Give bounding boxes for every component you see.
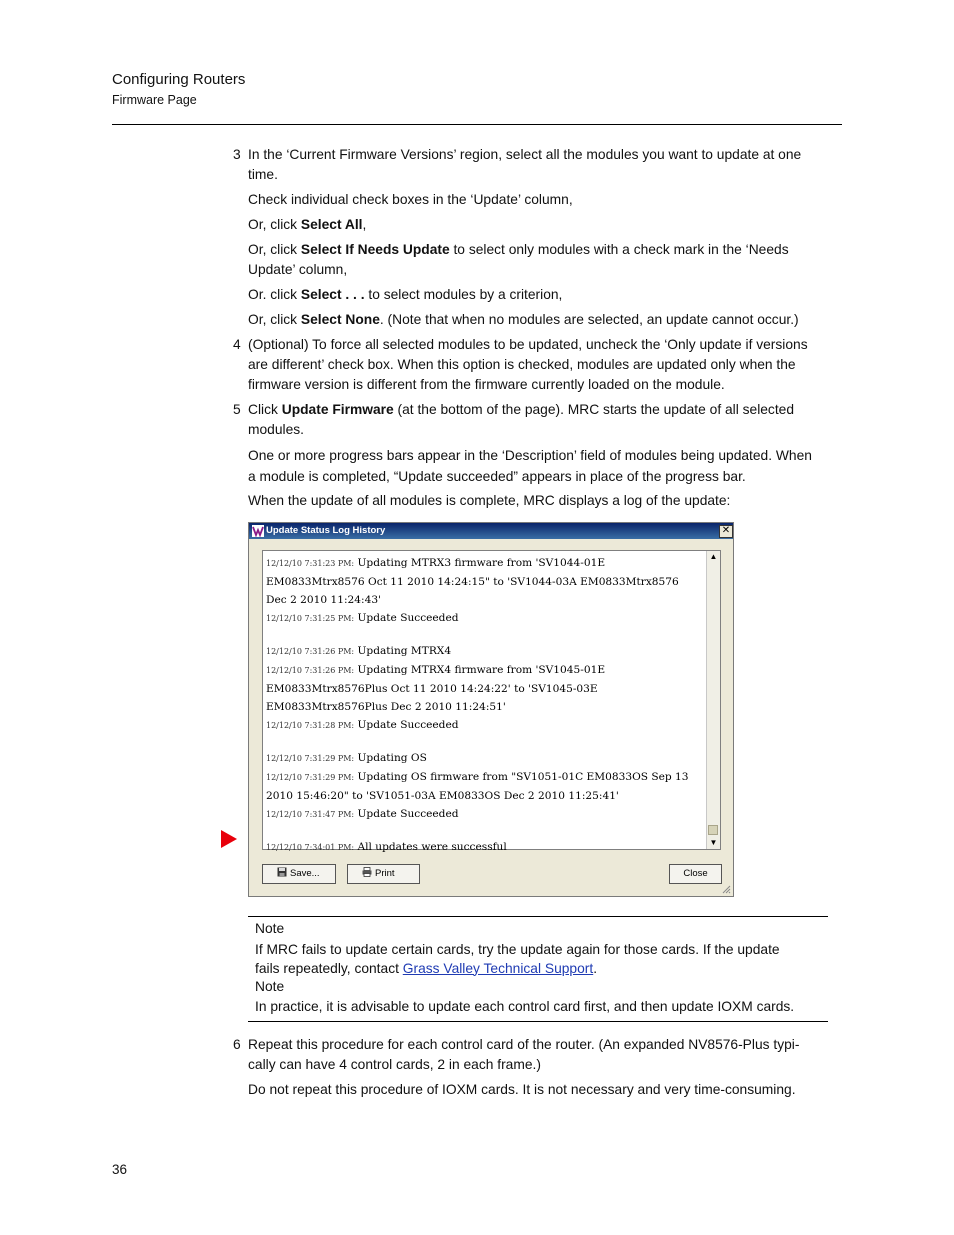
log-line — [266, 680, 706, 698]
save-button[interactable] — [262, 864, 336, 884]
log-message: Updating MTRX4 — [354, 645, 452, 657]
step-number: 5 — [233, 402, 241, 417]
log-message: Updating OS — [354, 752, 427, 764]
log-line — [266, 609, 706, 628]
step-3-text — [248, 145, 842, 185]
log-message: EM0833Mtrx8576Plus Dec 2 2010 11:24:51' — [266, 701, 506, 713]
save-button-label: Save... — [290, 868, 320, 879]
log-message: Update Succeeded — [354, 612, 459, 624]
step-6-detail: Do not repeat this procedure of IOXM cards. It is not necessary and very time-consuming. — [248, 1082, 796, 1097]
pointer-arrow-icon — [221, 830, 237, 848]
scrollbar-thumb[interactable] — [708, 825, 718, 835]
close-button[interactable]: Close — [669, 864, 722, 884]
log-message: Updating MTRX3 firmware from 'SV1044-01E — [354, 557, 606, 569]
log-timestamp: 12/12/10 7:31:28 PM: — [266, 721, 355, 730]
note-label: Note — [255, 979, 285, 994]
log-message: Update Succeeded — [354, 719, 459, 731]
app-logo-icon — [252, 525, 264, 537]
dialog-title: Update Status Log History — [266, 525, 386, 536]
print-button-label: Print — [375, 868, 395, 879]
log-line — [266, 805, 706, 824]
header-divider — [112, 124, 842, 125]
log-line — [266, 573, 706, 591]
step-3-option: Or, click Select None. (Note that when no modules are selected, an update cannot occur.) — [248, 312, 799, 327]
select-none-label: Select None — [300, 312, 380, 327]
page-number: 36 — [112, 1162, 128, 1177]
step-5-text: Click Update Firmware (at the bottom of the page). MRC starts the update of all selected modules. — [248, 402, 795, 437]
log-line — [266, 838, 706, 857]
close-icon[interactable]: ✕ — [719, 525, 733, 538]
update-status-log-dialog — [248, 522, 734, 897]
step-4-text: (Optional) To force all selected modules to be updated, uncheck the ‘Only update if versions are different’ check box. When this option is checked, modules are updated only when the firmware version is different from the firmware currently loaded on the module. — [248, 337, 808, 392]
scroll-up-icon[interactable]: ▲ — [709, 552, 718, 561]
log-message: Updating MTRX4 firmware from 'SV1045-01E — [354, 664, 606, 676]
print-button[interactable] — [347, 864, 420, 884]
log-timestamp: 12/12/10 7:31:25 PM: — [266, 614, 355, 623]
step-number: 4 — [233, 337, 241, 352]
text-line: In the ‘Current Firmware Versions’ region, select all the modules you want to update at one — [248, 147, 802, 162]
note-label: Note — [255, 921, 285, 936]
select-all-label: Select All — [300, 217, 363, 232]
step-5-detail: When the update of all modules is complete, MRC displays a log of the update: — [248, 493, 731, 508]
log-message: Dec 2 2010 11:24:43' — [266, 594, 381, 606]
note-divider — [248, 1021, 828, 1022]
resize-grip-icon[interactable] — [721, 884, 731, 894]
log-message: Update Succeeded — [354, 808, 459, 820]
log-message: EM0833Mtrx8576Plus Oct 11 2010 14:24:22' to 'SV1045-03E — [266, 683, 598, 695]
log-message: EM0833Mtrx8576 Oct 11 2010 14:24:15" to 'SV1044-03A EM0833Mtrx8576 — [266, 576, 679, 588]
log-spacer — [266, 628, 706, 642]
select-if-needs-update-label: Select If Needs Update — [300, 242, 450, 257]
log-content — [266, 554, 706, 857]
text-line: time. — [248, 167, 278, 182]
log-message: Updating OS firmware from "SV1051-01C EM0833OS Sep 13 — [354, 771, 689, 783]
log-line — [266, 661, 706, 680]
select-criterion-label: Select . . . — [300, 287, 365, 302]
log-message: All updates were successful — [354, 841, 507, 853]
step-3-option: Or. click Select . . . to select modules by a criterion, — [248, 287, 563, 302]
step-3-option: Or, click Select If Needs Update to select only modules with a check mark in the ‘Needs Update’ column, — [248, 242, 789, 277]
note-divider — [248, 916, 828, 917]
step-5-detail: One or more progress bars appear in the ‘Description’ field of modules being updated. When a module is completed, “Update succeeded” appears in place of the progress bar. — [248, 448, 812, 484]
scroll-down-icon[interactable]: ▼ — [709, 838, 718, 847]
log-line — [266, 716, 706, 735]
log-line — [266, 591, 706, 609]
dialog-titlebar — [249, 523, 733, 539]
log-timestamp: 12/12/10 7:31:29 PM: — [266, 773, 355, 782]
log-textarea[interactable] — [262, 550, 721, 853]
log-spacer — [266, 735, 706, 749]
update-firmware-label: Update Firmware — [281, 402, 394, 417]
technical-support-link[interactable]: Grass Valley Technical Support — [402, 960, 594, 976]
chapter-title: Configuring Routers — [112, 71, 246, 88]
log-timestamp: 12/12/10 7:31:26 PM: — [266, 666, 355, 675]
section-title: Firmware Page — [112, 93, 197, 107]
step-6-text: Repeat this procedure for each control card of the router. (An expanded NV8576-Plus typi- cally can have 4 control cards, 2 in each frame.) — [248, 1037, 800, 1072]
printer-icon — [362, 867, 372, 877]
step-number: 3 — [233, 147, 241, 162]
log-timestamp: 12/12/10 7:31:47 PM: — [266, 810, 355, 819]
scrollbar[interactable] — [706, 551, 720, 849]
log-timestamp: 12/12/10 7:31:26 PM: — [266, 647, 355, 656]
note-text: If MRC fails to update certain cards, try the update again for those cards. If the update fails repeatedly, contact Grass Valley Technical Support. — [255, 942, 780, 976]
log-line — [266, 768, 706, 787]
log-message: 2010 15:46:20" to 'SV1051-03A EM0833OS Dec 2 2010 11:25:41' — [266, 790, 619, 802]
log-line — [266, 554, 706, 573]
log-line — [266, 642, 706, 661]
floppy-disk-icon — [277, 867, 287, 877]
step-3-option: Check individual check boxes in the ‘Update’ column, — [248, 192, 573, 207]
step-number: 6 — [233, 1037, 241, 1052]
log-timestamp: 12/12/10 7:31:23 PM: — [266, 559, 355, 568]
step-3-option: Or, click Select All, — [248, 217, 367, 232]
log-spacer — [266, 824, 706, 838]
log-line — [266, 749, 706, 768]
log-timestamp: 12/12/10 7:34:01 PM: — [266, 843, 355, 852]
log-line — [266, 698, 706, 716]
log-timestamp: 12/12/10 7:31:29 PM: — [266, 754, 355, 763]
note-text: In practice, it is advisable to update each control card first, and then update IOXM cards. — [255, 999, 795, 1014]
log-line — [266, 787, 706, 805]
